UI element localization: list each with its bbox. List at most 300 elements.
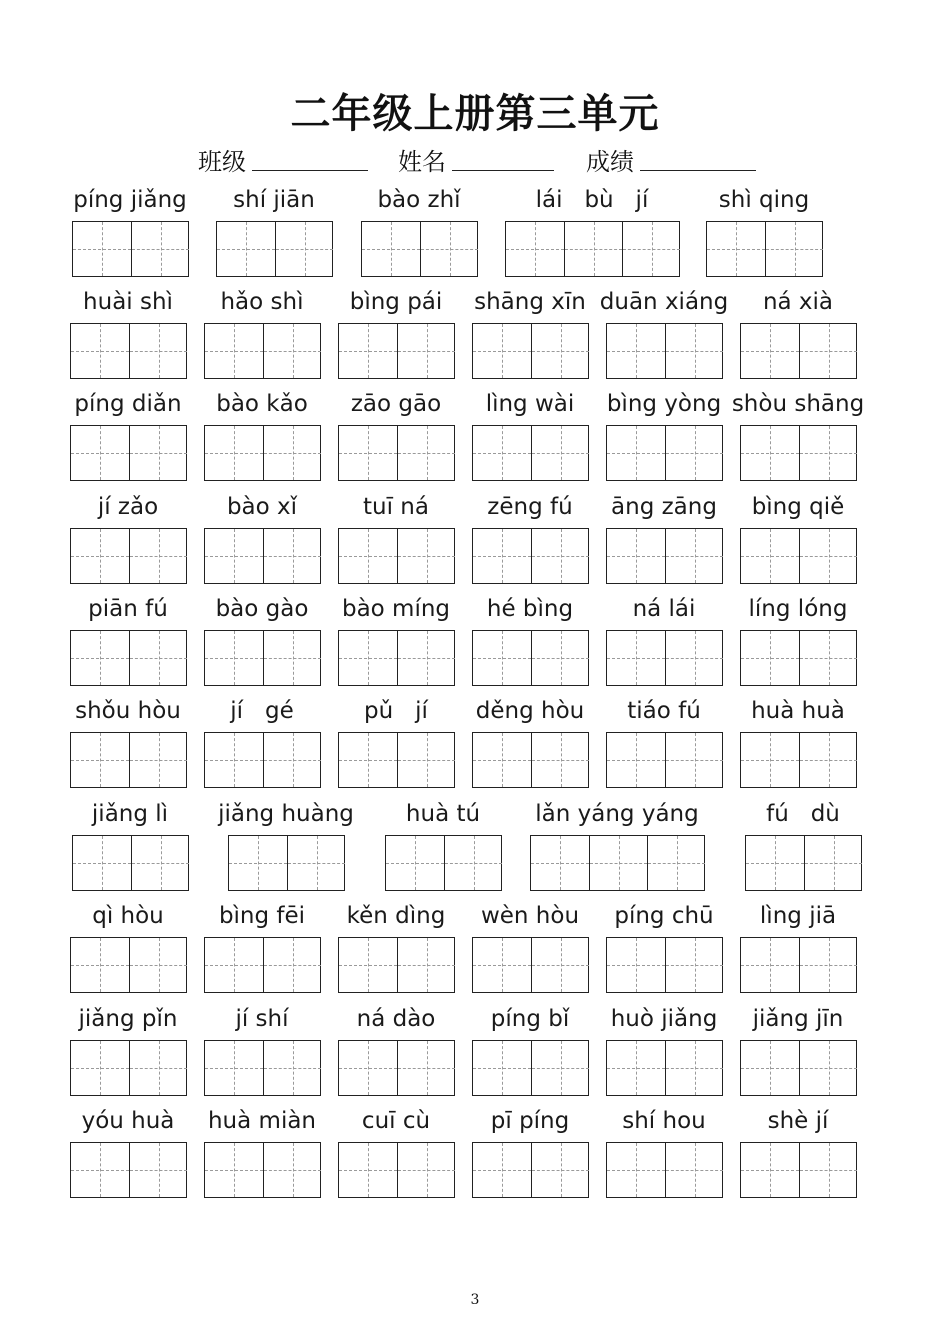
pinyin-label: pǔ jí (364, 698, 428, 724)
tian-grid-cell[interactable] (205, 529, 263, 583)
tian-grid-cell[interactable] (397, 426, 455, 480)
tian-grid-cell[interactable] (665, 938, 723, 992)
guide-line-vertical (368, 529, 369, 583)
tian-grid-cell[interactable] (263, 631, 321, 685)
tian-grid-cell[interactable] (386, 836, 444, 890)
pinyin-label: shí jiān (233, 187, 315, 213)
writing-box[interactable] (338, 1040, 455, 1096)
name-blank[interactable] (452, 170, 554, 171)
tian-grid-cell[interactable] (607, 1143, 665, 1197)
pinyin-label: jí zǎo (97, 494, 159, 520)
tian-grid-cell[interactable] (473, 324, 531, 378)
student-info (0, 142, 950, 182)
score-label: 成绩 (586, 148, 634, 176)
tian-grid-cell[interactable] (531, 324, 589, 378)
tian-grid-cell[interactable] (229, 836, 287, 890)
writing-box[interactable] (740, 1040, 857, 1096)
tian-grid-cell[interactable] (397, 324, 455, 378)
writing-box[interactable] (70, 937, 187, 993)
pinyin-label: shì qing (718, 187, 810, 213)
tian-grid-cell[interactable] (397, 733, 455, 787)
writing-box[interactable] (70, 528, 187, 584)
writing-box[interactable] (745, 835, 862, 891)
pinyin-label: bào xǐ (226, 494, 298, 520)
tian-grid-cell[interactable] (531, 1041, 589, 1095)
guide-line-vertical (159, 631, 160, 685)
guide-line-vertical (159, 1041, 160, 1095)
pinyin-label: bìng pái (349, 289, 443, 315)
writing-box[interactable] (472, 732, 589, 788)
guide-line-vertical (474, 836, 475, 890)
tian-grid-cell[interactable] (397, 938, 455, 992)
writing-box[interactable] (740, 425, 857, 481)
guide-line-vertical (427, 426, 428, 480)
guide-line-vertical (770, 631, 771, 685)
tian-grid-cell[interactable] (531, 938, 589, 992)
guide-line-vertical (234, 529, 235, 583)
pinyin-label: bào kǎo (216, 391, 308, 417)
writing-box[interactable] (606, 1142, 723, 1198)
writing-box[interactable] (228, 835, 345, 891)
tian-grid-cell[interactable] (420, 222, 478, 276)
tian-grid-cell[interactable] (71, 938, 129, 992)
guide-line-vertical (502, 1041, 503, 1095)
guide-line-vertical (427, 529, 428, 583)
pinyin-label: shāng xīn (474, 289, 586, 315)
pinyin-label: bìng fēi (218, 903, 306, 929)
writing-box[interactable] (472, 425, 589, 481)
class-blank[interactable] (252, 170, 368, 171)
tian-grid-cell[interactable] (444, 836, 502, 890)
tian-grid-cell[interactable] (746, 836, 804, 890)
tian-grid-cell[interactable] (473, 426, 531, 480)
tian-grid-cell[interactable] (607, 426, 665, 480)
guide-line-vertical (234, 1041, 235, 1095)
tian-grid-cell[interactable] (275, 222, 333, 276)
writing-box[interactable] (606, 732, 723, 788)
tian-grid-cell[interactable] (263, 1041, 321, 1095)
tian-grid-cell[interactable] (263, 324, 321, 378)
guide-line-vertical (561, 1143, 562, 1197)
pinyin-label: wèn hòu (480, 903, 580, 929)
guide-line-vertical (159, 1143, 160, 1197)
pinyin-label: lái bù jí (535, 187, 649, 213)
tian-grid-cell[interactable] (607, 1041, 665, 1095)
guide-line-vertical (695, 938, 696, 992)
tian-grid-cell[interactable] (589, 836, 647, 890)
tian-grid-cell[interactable] (531, 733, 589, 787)
guide-line-vertical (561, 733, 562, 787)
tian-grid-cell[interactable] (665, 1041, 723, 1095)
tian-grid-cell[interactable] (205, 324, 263, 378)
writing-box[interactable] (505, 221, 680, 277)
writing-box[interactable] (472, 1142, 589, 1198)
guide-line-vertical (368, 1143, 369, 1197)
writing-box[interactable] (740, 937, 857, 993)
guide-line-vertical (234, 938, 235, 992)
tian-grid-cell[interactable] (665, 631, 723, 685)
writing-box[interactable] (472, 528, 589, 584)
guide-line-vertical (234, 631, 235, 685)
tian-grid-cell[interactable] (339, 324, 397, 378)
writing-box[interactable] (740, 323, 857, 379)
guide-line-vertical (795, 222, 796, 276)
pinyin-label: píng jiǎng (73, 187, 187, 213)
writing-box[interactable] (338, 425, 455, 481)
guide-line-vertical (561, 1041, 562, 1095)
pinyin-label: piān fú (88, 596, 168, 622)
tian-grid-cell[interactable] (263, 733, 321, 787)
pinyin-label: cuī cù (361, 1108, 431, 1134)
writing-box[interactable] (740, 630, 857, 686)
tian-grid-cell[interactable] (707, 222, 765, 276)
guide-line-vertical (561, 631, 562, 685)
writing-box[interactable] (70, 732, 187, 788)
guide-line-vertical (368, 938, 369, 992)
tian-grid-cell[interactable] (506, 222, 564, 276)
pinyin-label: jiǎng huàng (218, 801, 354, 827)
tian-grid-cell[interactable] (205, 938, 263, 992)
guide-line-vertical (391, 222, 392, 276)
guide-line-vertical (770, 1143, 771, 1197)
writing-box[interactable] (606, 323, 723, 379)
tian-grid-cell[interactable] (607, 631, 665, 685)
guide-line-vertical (368, 631, 369, 685)
writing-box[interactable] (204, 630, 321, 686)
pinyin-label: ná xià (762, 289, 834, 315)
guide-line-vertical (594, 222, 595, 276)
writing-box[interactable] (70, 425, 187, 481)
tian-grid-cell[interactable] (799, 631, 857, 685)
writing-box[interactable] (606, 937, 723, 993)
writing-box[interactable] (204, 732, 321, 788)
pinyin-label: huò jiǎng (610, 1006, 718, 1032)
guide-line-vertical (368, 324, 369, 378)
guide-line-vertical (736, 222, 737, 276)
tian-grid-cell[interactable] (799, 938, 857, 992)
tian-grid-cell[interactable] (71, 631, 129, 685)
guide-line-vertical (159, 938, 160, 992)
tian-grid-cell[interactable] (71, 1143, 129, 1197)
guide-line-vertical (775, 836, 776, 890)
guide-line-vertical (258, 836, 259, 890)
guide-line-vertical (234, 1143, 235, 1197)
guide-line-vertical (770, 529, 771, 583)
writing-box[interactable] (361, 221, 478, 277)
pinyin-label: kěn dìng (346, 903, 446, 929)
tian-grid-cell[interactable] (799, 529, 857, 583)
tian-grid-cell[interactable] (473, 1143, 531, 1197)
tian-grid-cell[interactable] (607, 324, 665, 378)
writing-box[interactable] (606, 630, 723, 686)
writing-box[interactable] (70, 630, 187, 686)
writing-box[interactable] (70, 1142, 187, 1198)
tian-grid-cell[interactable] (129, 733, 187, 787)
page-number: 3 (470, 1292, 480, 1308)
guide-line-vertical (695, 324, 696, 378)
writing-box[interactable] (338, 323, 455, 379)
writing-box[interactable] (606, 425, 723, 481)
tian-grid-cell[interactable] (362, 222, 420, 276)
guide-line-vertical (770, 324, 771, 378)
writing-box[interactable] (338, 732, 455, 788)
tian-grid-cell[interactable] (71, 733, 129, 787)
tian-grid-cell[interactable] (73, 836, 131, 890)
tian-grid-cell[interactable] (607, 529, 665, 583)
guide-line-vertical (770, 426, 771, 480)
writing-box[interactable] (338, 630, 455, 686)
tian-grid-cell[interactable] (129, 938, 187, 992)
tian-grid-cell[interactable] (397, 529, 455, 583)
tian-grid-cell[interactable] (339, 631, 397, 685)
writing-box[interactable] (706, 221, 823, 277)
tian-grid-cell[interactable] (131, 222, 189, 276)
guide-line-vertical (161, 222, 162, 276)
pinyin-label: bào míng (341, 596, 451, 622)
guide-line-vertical (834, 836, 835, 890)
writing-box[interactable] (338, 937, 455, 993)
pinyin-label: píng diǎn (74, 391, 182, 417)
tian-grid-cell[interactable] (339, 938, 397, 992)
class-label: 班级 (198, 148, 246, 176)
tian-grid-cell[interactable] (607, 938, 665, 992)
pinyin-label: shí hou (622, 1108, 706, 1134)
guide-line-vertical (561, 324, 562, 378)
tian-grid-cell[interactable] (71, 324, 129, 378)
tian-grid-cell[interactable] (397, 1041, 455, 1095)
guide-line-vertical (317, 836, 318, 890)
tian-grid-cell[interactable] (287, 836, 345, 890)
tian-grid-cell[interactable] (665, 1143, 723, 1197)
guide-line-vertical (100, 631, 101, 685)
tian-grid-cell[interactable] (799, 324, 857, 378)
guide-line-vertical (159, 426, 160, 480)
writing-box[interactable] (606, 528, 723, 584)
guide-line-vertical (100, 733, 101, 787)
tian-grid-cell[interactable] (73, 222, 131, 276)
guide-line-vertical (636, 733, 637, 787)
guide-line-vertical (234, 324, 235, 378)
writing-box[interactable] (70, 1040, 187, 1096)
pinyin-label: bìng qiě (751, 494, 845, 520)
tian-grid-cell[interactable] (339, 1143, 397, 1197)
tian-grid-cell[interactable] (531, 529, 589, 583)
pinyin-label: bào gào (215, 596, 309, 622)
tian-grid-cell[interactable] (205, 1143, 263, 1197)
writing-box[interactable] (530, 835, 705, 891)
guide-line-vertical (293, 426, 294, 480)
guide-line-vertical (368, 426, 369, 480)
tian-grid-cell[interactable] (741, 938, 799, 992)
guide-line-vertical (159, 733, 160, 787)
pinyin-label: bào zhǐ (377, 187, 461, 213)
guide-line-vertical (695, 529, 696, 583)
pinyin-label: shǒu hòu (75, 698, 181, 724)
tian-grid-cell[interactable] (263, 529, 321, 583)
guide-line-vertical (293, 1041, 294, 1095)
tian-grid-cell[interactable] (217, 222, 275, 276)
guide-line-vertical (427, 631, 428, 685)
guide-line-vertical (636, 529, 637, 583)
guide-line-vertical (100, 1041, 101, 1095)
pinyin-label: qì hòu (92, 903, 164, 929)
guide-line-vertical (829, 1143, 830, 1197)
writing-box[interactable] (338, 1142, 455, 1198)
tian-grid-cell[interactable] (339, 529, 397, 583)
pinyin-label: lìng wài (485, 391, 575, 417)
tian-grid-cell[interactable] (799, 1143, 857, 1197)
pinyin-label: āng zāng (611, 494, 717, 520)
tian-grid-cell[interactable] (397, 631, 455, 685)
pinyin-label: bìng yòng (606, 391, 722, 417)
pinyin-label: děng hòu (475, 698, 585, 724)
guide-line-vertical (368, 733, 369, 787)
tian-grid-cell[interactable] (205, 733, 263, 787)
guide-line-vertical (695, 1041, 696, 1095)
tian-grid-cell[interactable] (473, 733, 531, 787)
tian-grid-cell[interactable] (129, 631, 187, 685)
pinyin-label: ná dào (356, 1006, 436, 1032)
guide-line-vertical (636, 631, 637, 685)
writing-box[interactable] (472, 630, 589, 686)
tian-grid-cell[interactable] (205, 631, 263, 685)
guide-line-vertical (100, 1143, 101, 1197)
tian-grid-cell[interactable] (741, 733, 799, 787)
tian-grid-cell[interactable] (607, 733, 665, 787)
writing-box[interactable] (740, 528, 857, 584)
tian-grid-cell[interactable] (339, 426, 397, 480)
tian-grid-cell[interactable] (647, 836, 705, 890)
tian-grid-cell[interactable] (804, 836, 862, 890)
writing-box[interactable] (740, 732, 857, 788)
tian-grid-cell[interactable] (531, 1143, 589, 1197)
tian-grid-cell[interactable] (129, 324, 187, 378)
guide-line-vertical (829, 938, 830, 992)
guide-line-vertical (293, 631, 294, 685)
tian-grid-cell[interactable] (71, 426, 129, 480)
tian-grid-cell[interactable] (473, 529, 531, 583)
writing-box[interactable] (72, 221, 189, 277)
tian-grid-cell[interactable] (339, 1041, 397, 1095)
guide-line-vertical (293, 529, 294, 583)
tian-grid-cell[interactable] (799, 1041, 857, 1095)
guide-line-vertical (305, 222, 306, 276)
tian-grid-cell[interactable] (473, 938, 531, 992)
guide-line-vertical (161, 836, 162, 890)
name-label: 姓名 (398, 148, 446, 176)
tian-grid-cell[interactable] (765, 222, 823, 276)
tian-grid-cell[interactable] (71, 529, 129, 583)
tian-grid-cell[interactable] (799, 426, 857, 480)
pinyin-label: hǎo shì (220, 289, 304, 315)
writing-box[interactable] (70, 323, 187, 379)
tian-grid-cell[interactable] (741, 1143, 799, 1197)
guide-line-vertical (159, 529, 160, 583)
tian-grid-cell[interactable] (473, 631, 531, 685)
tian-grid-cell[interactable] (622, 222, 680, 276)
writing-box[interactable] (204, 1040, 321, 1096)
guide-line-vertical (636, 938, 637, 992)
writing-box[interactable] (740, 1142, 857, 1198)
tian-grid-cell[interactable] (741, 426, 799, 480)
guide-line-vertical (829, 426, 830, 480)
pinyin-label: jí shí (235, 1006, 289, 1032)
tian-grid-cell[interactable] (71, 1041, 129, 1095)
guide-line-vertical (100, 529, 101, 583)
guide-line-vertical (450, 222, 451, 276)
tian-grid-cell[interactable] (741, 631, 799, 685)
writing-box[interactable] (606, 1040, 723, 1096)
page-title: 二年级上册第三单元 (290, 91, 660, 137)
tian-grid-cell[interactable] (741, 529, 799, 583)
writing-box[interactable] (204, 425, 321, 481)
tian-grid-cell[interactable] (263, 426, 321, 480)
pinyin-label: jiǎng pǐn (78, 1006, 178, 1032)
pinyin-label: tuī ná (363, 494, 429, 520)
guide-line-vertical (427, 938, 428, 992)
writing-box[interactable] (204, 323, 321, 379)
tian-grid-cell[interactable] (665, 733, 723, 787)
tian-grid-cell[interactable] (665, 529, 723, 583)
tian-grid-cell[interactable] (531, 836, 589, 890)
tian-grid-cell[interactable] (741, 324, 799, 378)
guide-line-vertical (829, 529, 830, 583)
tian-grid-cell[interactable] (131, 836, 189, 890)
writing-box[interactable] (472, 937, 589, 993)
writing-box[interactable] (338, 528, 455, 584)
tian-grid-cell[interactable] (263, 938, 321, 992)
writing-box[interactable] (472, 1040, 589, 1096)
tian-grid-cell[interactable] (531, 426, 589, 480)
tian-grid-cell[interactable] (129, 1041, 187, 1095)
pinyin-label: fú dù (766, 801, 840, 827)
pinyin-label: zāo gāo (350, 391, 442, 417)
writing-box[interactable] (472, 323, 589, 379)
pinyin-label: píng bǐ (490, 1006, 570, 1032)
writing-box[interactable] (204, 937, 321, 993)
tian-grid-cell[interactable] (205, 1041, 263, 1095)
tian-grid-cell[interactable] (263, 1143, 321, 1197)
tian-grid-cell[interactable] (129, 426, 187, 480)
guide-line-vertical (293, 733, 294, 787)
tian-grid-cell[interactable] (741, 1041, 799, 1095)
tian-grid-cell[interactable] (129, 529, 187, 583)
tian-grid-cell[interactable] (531, 631, 589, 685)
writing-box[interactable] (385, 835, 502, 891)
guide-line-vertical (829, 631, 830, 685)
writing-box[interactable] (204, 1142, 321, 1198)
writing-box[interactable] (204, 528, 321, 584)
score-blank[interactable] (640, 170, 756, 171)
pinyin-label: ná lái (632, 596, 696, 622)
pinyin-label: píng chū (614, 903, 714, 929)
writing-box[interactable] (72, 835, 189, 891)
guide-line-vertical (636, 1041, 637, 1095)
tian-grid-cell[interactable] (473, 1041, 531, 1095)
tian-grid-cell[interactable] (799, 733, 857, 787)
writing-box[interactable] (216, 221, 333, 277)
pinyin-label: yóu huà (81, 1108, 175, 1134)
guide-line-vertical (234, 733, 235, 787)
tian-grid-cell[interactable] (129, 1143, 187, 1197)
tian-grid-cell[interactable] (564, 222, 622, 276)
tian-grid-cell[interactable] (339, 733, 397, 787)
tian-grid-cell[interactable] (205, 426, 263, 480)
tian-grid-cell[interactable] (397, 1143, 455, 1197)
tian-grid-cell[interactable] (665, 426, 723, 480)
tian-grid-cell[interactable] (665, 324, 723, 378)
pinyin-label: jí gé (230, 698, 294, 724)
